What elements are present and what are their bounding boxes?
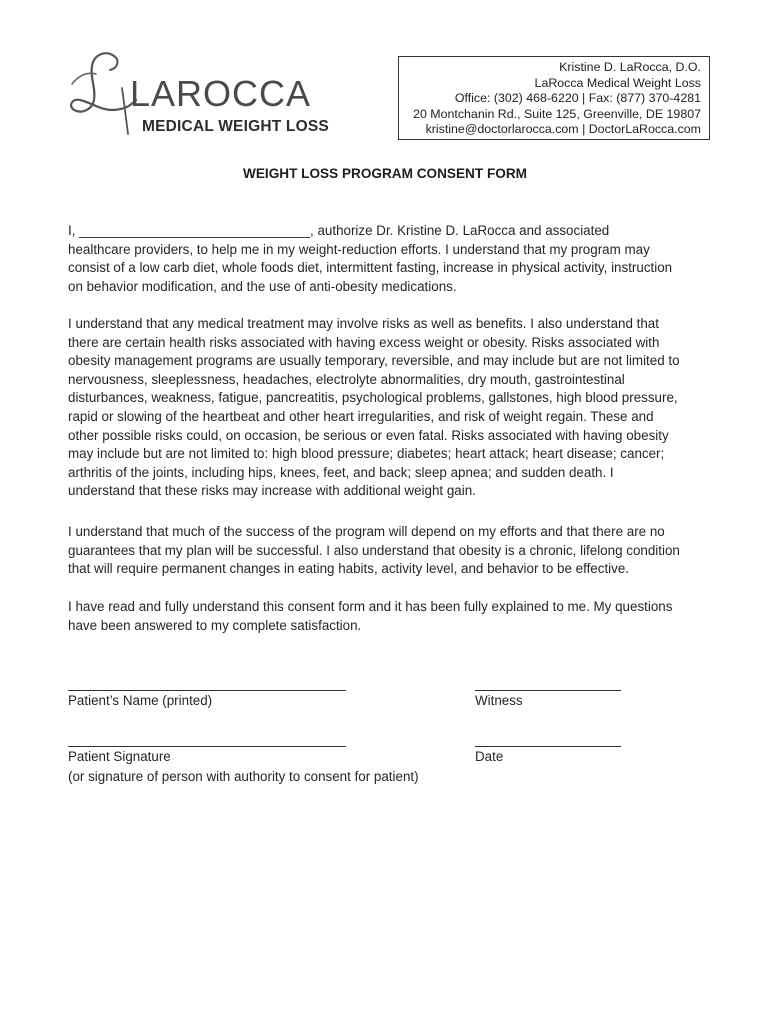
paragraph-line: on behavior modification, and the use of anti-obesity medications. — [68, 278, 457, 294]
patient-signature-line[interactable] — [68, 746, 346, 747]
paragraph-line: obesity management programs are usually temporary, reversible, and may include but are not limited to — [68, 353, 680, 369]
paragraph-success — [68, 523, 718, 579]
paragraph-line: arthritis of the joints, including hips, knees, feet, and back; sleep apnea; and sudden death. I — [68, 464, 614, 480]
paragraph-line: disturbances, weakness, fatigue, pancreatitis, psychological problems, gallstones, high blood pressure, — [68, 390, 678, 406]
paragraph-authorization — [68, 222, 718, 296]
form-title: WEIGHT LOSS PROGRAM CONSENT FORM — [243, 166, 527, 181]
contact-email-web: kristine@doctorlarocca.com | DoctorLaRocca.com — [425, 122, 701, 136]
paragraph-line: healthcare providers, to help me in my weight-reduction efforts. I understand that my program may — [68, 241, 650, 257]
contact-address: 20 Montchanin Rd., Suite 125, Greenville, DE 19807 — [413, 106, 701, 121]
logo-wordmark-text: LAROCCA — [130, 73, 312, 114]
paragraph-risks — [68, 315, 718, 501]
paragraph-line: I have read and fully understand this consent form and it has been fully explained to me. My questions — [68, 599, 673, 614]
patient-signature-note: (or signature of person with authority to consent for patient) — [68, 769, 419, 784]
date-label: Date — [475, 749, 504, 764]
paragraph-line: rapid or slowing of the heartbeat and other heart irregularities, and risk of weight regain. These and — [68, 408, 654, 424]
paragraph-acknowledgement — [68, 598, 718, 635]
paragraph-line: I understand that any medical treatment may involve risks as well as benefits. I also understand that — [68, 316, 659, 331]
contact-phone-fax: Office: (302) 468-6220 | Fax: (877) 370-4281 — [454, 91, 701, 105]
paragraph-line: other possible risks could, on occasion, be serious or even fatal. Risks associated with having obesity — [68, 427, 669, 443]
contact-practice-name: LaRocca Medical Weight Loss — [534, 75, 701, 90]
witness-line[interactable] — [475, 690, 621, 691]
paragraph-line: may include but are not limited to: high blood pressure; diabetes; heart attack; heart disease; cancer; — [68, 446, 665, 462]
paragraph-line: I understand that much of the success of the program will depend on my efforts and that there are no — [68, 524, 665, 539]
paragraph-line: I, _______________________________, authorize Dr. Kristine D. LaRocca and associated — [68, 223, 610, 238]
contact-doctor-name: Kristine D. LaRocca, D.O. — [559, 60, 701, 74]
date-line[interactable] — [475, 746, 621, 747]
paragraph-line: guarantees that my plan will be successful. I also understand that obesity is a chronic, lifelong condition — [68, 542, 680, 558]
logo-subtitle: MEDICAL WEIGHT LOSS — [142, 118, 329, 135]
contact-info-box — [398, 56, 710, 140]
paragraph-line: have been answered to my complete satisfaction. — [68, 617, 362, 633]
paragraph-line: understand that these risks may increase with additional weight gain. — [68, 483, 476, 499]
paragraph-line: there are certain health risks associated with having excess weight or obesity. Risks associated with — [68, 334, 660, 350]
patient-name-label: Patient’s Name (printed) — [68, 693, 213, 708]
patient-name-line[interactable] — [68, 690, 346, 691]
paragraph-line: that will require permanent changes in eating habits, activity level, and behavior to be effective. — [68, 561, 630, 577]
patient-signature-label: Patient Signature — [68, 749, 171, 764]
witness-label: Witness — [475, 693, 523, 708]
paragraph-line: nervousness, sleeplessness, headaches, electrolyte abnormalities, dry mouth, gastrointestinal — [68, 371, 625, 387]
paragraph-line: consist of a low carb diet, whole foods diet, intermittent fasting, increase in physical activity, instruction — [68, 260, 673, 276]
